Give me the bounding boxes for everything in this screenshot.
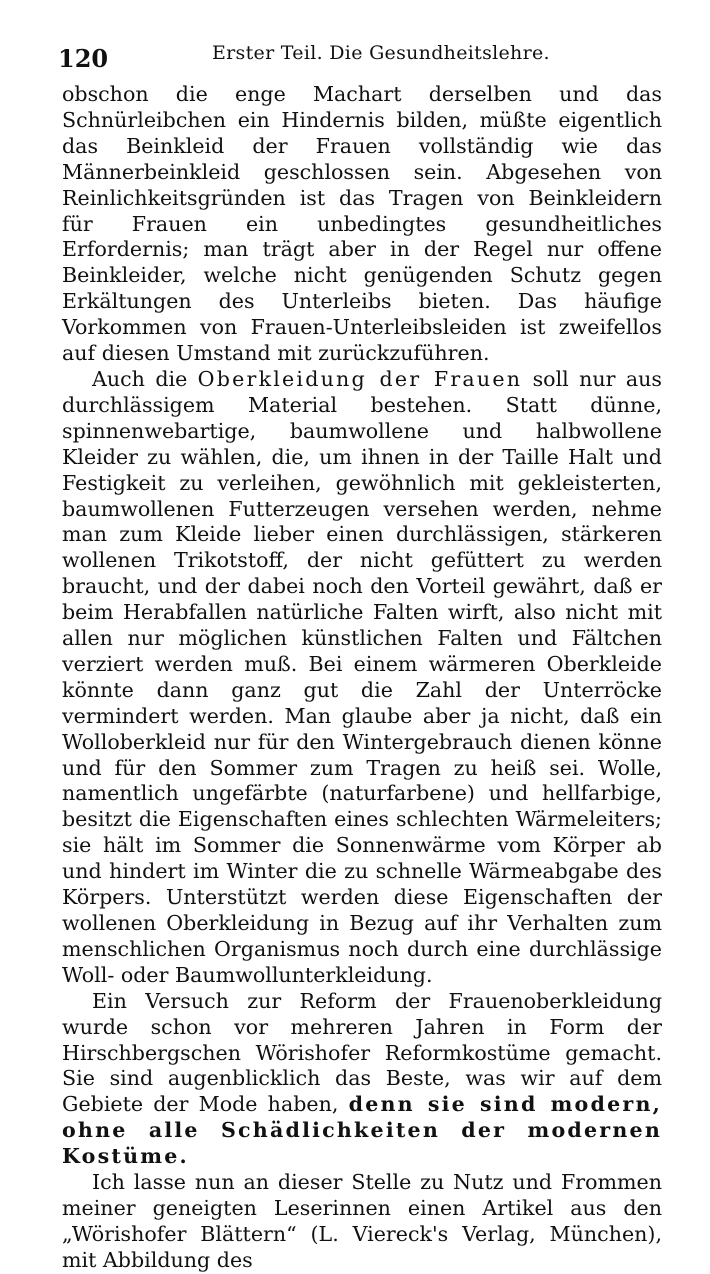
paragraph-2-emphasis: Oberkleidung der Frauen <box>197 366 523 391</box>
paragraph-1: obschon die enge Machart derselben und das Schnürleibchen ein Hindernis bilden, müßte eigentlich das Beinkleid der Frauen vollständig wie das Männerbeinkleid geschlossen sein. Abgesehen von Reinlichkeitsgründen ist das Tragen von Beinkleidern für Frauen ein unbedingtes gesundheitliches Erfordernis; man trägt aber in der Regel nur offene Beinkleider, welche nicht genügenden Schutz gegen Erkältungen des Unterleibs bieten. Das häufige Vorkommen von Frauen-Unterleibsleiden ist zweifellos auf diesen Umstand mit zurückzuführen. <box>62 82 662 366</box>
paragraph-3-lead: Ein Versuch zur Reform der Frauenoberkleidung wurde schon vor mehreren Jahren in Form der Hirschbergschen Wörishofer Reformkostüme gemacht. Sie sind augenblicklich das Beste, was wir auf dem Gebiete der Mode haben, <box>62 988 662 1117</box>
running-head: Erster Teil. Die Gesundheitslehre. <box>212 42 550 64</box>
paragraph-2 <box>62 367 662 989</box>
paragraph-2-rest: soll nur aus durchlässigem Material bestehen. Statt dünne, spinnenwebartige, baumwollene und halbwollene Kleider zu wählen, die, um ihnen in der Taille Halt und Festigkeit zu verleihen, gewöhnlich mit gekleisterten, baumwollenen Futterzeugen versehen werden, nehme man zum Kleide lieber einen durchlässigen, stärkeren wollenen Trikotstoff, der nicht gefüttert zu werden braucht, und der dabei noch den Vorteil gewährt, daß er beim Herabfallen natürliche Falten wirft, also nicht mit allen nur möglichen künstlichen Falten und Fältchen verziert werden muß. Bei einem wärmeren Oberkleide könnte dann ganz gut die Zahl der Unterröcke vermindert werden. Man glaube aber ja nicht, daß ein Wolloberkleid nur für den Wintergebrauch dienen könne und für den Sommer zum Tragen zu heiß sei. Wolle, namentlich ungefärbte (naturfarbene) und hellfarbige, besitzt die Eigenschaften eines schlechten Wärmeleiters; sie hält im Sommer die Sonnenwärme vom Körper ab und hindert im Winter die zu schnelle Wärmeabgabe des Körpers. Unterstützt werden diese Eigenschaften der wollenen Oberkleidung in Bezug auf ihr Verhalten zum menschlichen Organismus noch durch eine durchlässige Woll- oder Baumwollunterkleidung. <box>62 366 663 987</box>
page-header <box>58 30 662 73</box>
book-page <box>58 30 663 1272</box>
paragraph-2-lead: Auch die <box>92 366 188 391</box>
paragraph-3-emphasis: denn sie sind modern, ohne alle Schädlichkeiten der modernen Kostüme. <box>62 1092 662 1169</box>
paragraph-3 <box>62 989 662 1170</box>
page-number: 120 <box>58 44 109 73</box>
paragraph-4: Ich lasse nun an dieser Stelle zu Nutz und Frommen meiner geneigten Leserinnen einen Artikel aus den „Wörishofer Blättern“ (L. Viereck's Verlag, München), mit Abbildung des <box>62 1170 662 1272</box>
body-text <box>62 82 662 1274</box>
